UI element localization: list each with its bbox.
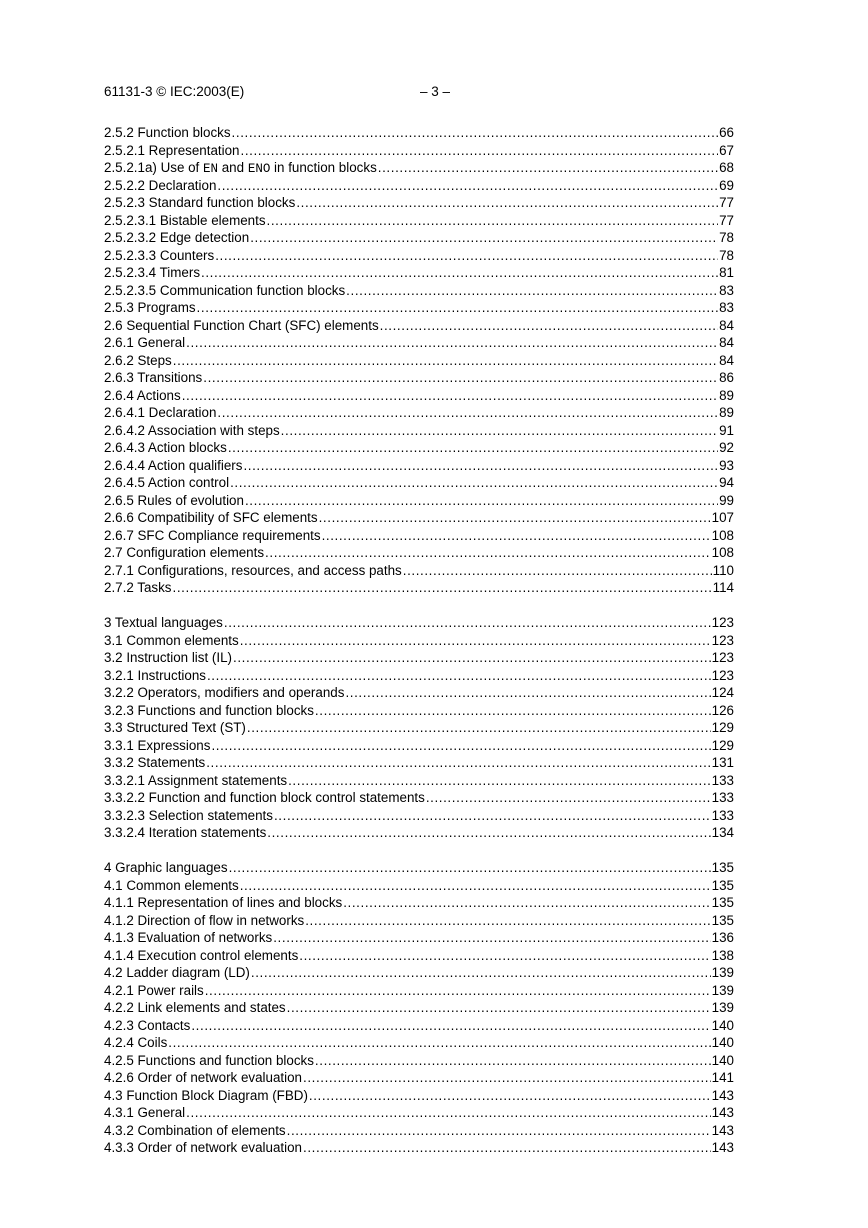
- code-keyword: EN: [203, 162, 219, 176]
- dot-leader: [343, 894, 710, 912]
- toc-entry-page: 126: [711, 702, 734, 718]
- toc-entry-page: 84: [719, 317, 734, 333]
- toc-entry-page: 81: [719, 265, 734, 280]
- dot-leader: [281, 422, 718, 440]
- dot-leader: [426, 789, 711, 807]
- toc-entry[interactable]: [104, 702, 734, 720]
- dot-leader: [207, 667, 711, 685]
- toc-entry-title: 4.2.3 Contacts: [104, 1017, 191, 1033]
- toc-entry-page: 134: [711, 825, 734, 840]
- page-number: – 3 –: [420, 84, 451, 99]
- dot-leader: [315, 1052, 711, 1070]
- toc-entry-page: 139: [711, 1000, 734, 1015]
- toc-entry-title: 3.3.2.1 Assignment statements: [104, 772, 288, 788]
- toc-entry[interactable]: [104, 719, 734, 737]
- toc-entry-title: 2.6.4 Actions: [104, 387, 181, 403]
- dot-leader: [309, 1087, 711, 1105]
- toc-entry[interactable]: [104, 1052, 734, 1070]
- toc-entry-title: 2.6.4.1 Declaration: [104, 405, 217, 420]
- toc-entry[interactable]: [104, 982, 734, 1000]
- toc-entry-title: 3.3 Structured Text (ST): [104, 720, 246, 735]
- dot-leader: [173, 352, 718, 370]
- toc-section-group: [104, 614, 734, 842]
- toc-entry[interactable]: [104, 509, 734, 527]
- dot-leader: [217, 404, 718, 422]
- dot-leader: [380, 317, 718, 335]
- document-identifier: 61131-3 © IEC:2003(E): [104, 84, 245, 99]
- toc-entry[interactable]: [104, 527, 734, 545]
- toc-entry-title: 4.2.2 Link elements and states: [104, 1000, 286, 1015]
- toc-entry-title: [104, 159, 377, 177]
- toc-entry-title: 4.2.1 Power rails: [104, 982, 204, 998]
- toc-entry-title: 2.6.7 SFC Compliance requirements: [104, 527, 321, 543]
- toc-entry-title: 2.6.4.4 Action qualifiers: [104, 457, 243, 473]
- toc-entry[interactable]: [104, 264, 734, 282]
- toc-entry-title: 2.5.2.3.1 Bistable elements: [104, 212, 266, 228]
- toc-entry-title: 2.6.2 Steps: [104, 352, 172, 368]
- toc-entry-title: 2.7.1 Configurations, resources, and access paths: [104, 562, 402, 578]
- toc-entry[interactable]: [104, 754, 734, 772]
- toc-entry-page: 69: [719, 177, 734, 193]
- dot-leader: [251, 964, 711, 982]
- toc-entry-page: 110: [712, 562, 734, 578]
- toc-entry[interactable]: [104, 159, 734, 177]
- toc-entry[interactable]: [104, 632, 734, 650]
- dot-leader: [305, 912, 710, 930]
- toc-entry-title: 4.1.3 Evaluation of networks: [104, 930, 273, 945]
- toc-entry[interactable]: [104, 387, 734, 405]
- toc-entry-title: 4.2.6 Order of network evaluation: [104, 1070, 302, 1085]
- toc-entry[interactable]: [104, 684, 734, 702]
- dot-leader: [206, 754, 710, 772]
- dot-leader: [296, 194, 718, 212]
- toc-entry-title: 2.5.2.3.3 Counters: [104, 247, 215, 263]
- toc-entry[interactable]: [104, 1104, 734, 1122]
- toc-entry-page: 135: [711, 860, 734, 875]
- toc-entry[interactable]: [104, 422, 734, 440]
- toc-entry-page: 91: [719, 422, 734, 438]
- dot-leader: [247, 719, 711, 737]
- toc-entry[interactable]: [104, 1069, 734, 1087]
- dot-leader: [322, 527, 711, 545]
- toc-entry-title: 2.5.2.3.5 Communication function blocks: [104, 282, 346, 298]
- toc-entry-title: 4.2 Ladder diagram (LD): [104, 965, 250, 980]
- table-of-contents: [104, 124, 734, 1157]
- toc-entry[interactable]: [104, 649, 734, 667]
- dot-leader: [182, 387, 718, 405]
- toc-entry-page: 123: [711, 650, 734, 665]
- dot-leader: [403, 562, 712, 580]
- toc-entry[interactable]: [104, 1122, 734, 1140]
- toc-entry[interactable]: [104, 474, 734, 492]
- toc-entry-title: 2.5.2.2 Declaration: [104, 177, 217, 193]
- toc-entry[interactable]: [104, 369, 734, 387]
- toc-entry-title: 2.7 Configuration elements: [104, 545, 265, 560]
- toc-entry-title: 4.1.4 Execution control elements: [104, 947, 299, 963]
- toc-entry-page: 133: [711, 790, 734, 805]
- toc-entry[interactable]: [104, 282, 734, 300]
- toc-entry-title: 4.2.4 Coils: [104, 1035, 168, 1050]
- toc-entry[interactable]: [104, 737, 734, 755]
- toc-entry-title: 2.6.3 Transitions: [104, 370, 203, 385]
- dot-leader: [243, 457, 718, 475]
- toc-entry-page: 108: [711, 545, 734, 560]
- page-header: [104, 84, 734, 102]
- dot-leader: [191, 1017, 710, 1035]
- dot-leader: [378, 159, 718, 177]
- dot-leader: [215, 247, 718, 265]
- toc-entry-title: 3.2.1 Instructions: [104, 667, 206, 683]
- toc-entry[interactable]: [104, 929, 734, 947]
- dot-leader: [168, 1034, 710, 1052]
- dot-leader: [229, 859, 711, 877]
- toc-entry-title: 4.1.2 Direction of flow in networks: [104, 912, 305, 928]
- toc-entry-page: 67: [719, 142, 734, 158]
- toc-entry-page: 143: [711, 1087, 734, 1103]
- dot-leader: [173, 579, 712, 597]
- dot-leader: [230, 474, 718, 492]
- toc-entry-title: 2.6.4.3 Action blocks: [104, 440, 227, 455]
- toc-entry-title: 4.2.5 Functions and function blocks: [104, 1052, 314, 1068]
- toc-entry-title: 3 Textual languages: [104, 615, 223, 630]
- toc-entry-title: 4.1 Common elements: [104, 877, 239, 893]
- dot-leader: [287, 999, 711, 1017]
- toc-entry[interactable]: [104, 562, 734, 580]
- dot-leader: [273, 929, 710, 947]
- toc-entry-title: 2.6.6 Compatibility of SFC elements: [104, 510, 318, 525]
- toc-entry-page: 140: [711, 1052, 734, 1068]
- toc-entry-title-part: and: [218, 160, 248, 175]
- toc-entry-title: 2.5.2.3 Standard function blocks: [104, 195, 296, 210]
- toc-entry-page: 141: [711, 1070, 734, 1085]
- toc-entry[interactable]: [104, 177, 734, 195]
- toc-entry[interactable]: [104, 317, 734, 335]
- toc-entry-title: 2.5.2.3.2 Edge detection: [104, 230, 250, 245]
- toc-entry[interactable]: [104, 789, 734, 807]
- dot-leader: [186, 334, 718, 352]
- toc-entry[interactable]: [104, 299, 734, 317]
- toc-entry-title: 2.6.4.2 Association with steps: [104, 422, 280, 438]
- toc-entry[interactable]: [104, 352, 734, 370]
- dot-leader: [224, 614, 711, 632]
- toc-entry-page: 83: [719, 300, 734, 315]
- toc-entry-page: 135: [711, 877, 734, 893]
- toc-entry-page: 133: [711, 807, 734, 823]
- toc-entry-page: 139: [711, 965, 734, 980]
- toc-entry-page: 135: [711, 912, 734, 928]
- toc-entry-page: 123: [711, 632, 734, 648]
- toc-entry-page: 86: [719, 370, 734, 385]
- toc-entry-page: 84: [719, 335, 734, 350]
- dot-leader: [217, 177, 718, 195]
- toc-entry[interactable]: [104, 544, 734, 562]
- toc-entry-page: 78: [719, 230, 734, 245]
- toc-entry[interactable]: [104, 772, 734, 790]
- toc-entry-page: 143: [711, 1122, 734, 1138]
- dot-leader: [197, 299, 719, 317]
- toc-entry-page: 124: [711, 685, 734, 700]
- toc-entry[interactable]: [104, 667, 734, 685]
- toc-entry-title: 2.6 Sequential Function Chart (SFC) elements: [104, 317, 379, 333]
- toc-entry-page: 68: [719, 160, 734, 175]
- dot-leader: [287, 1122, 711, 1140]
- toc-entry[interactable]: [104, 334, 734, 352]
- toc-entry-page: 123: [711, 615, 734, 630]
- toc-entry-title: 2.6.5 Rules of evolution: [104, 492, 244, 508]
- toc-entry[interactable]: [104, 457, 734, 475]
- dot-leader: [267, 212, 719, 230]
- toc-section-group: [104, 859, 734, 1157]
- dot-leader: [250, 229, 718, 247]
- toc-entry-title: 2.5.3 Programs: [104, 300, 196, 315]
- toc-entry-page: 129: [711, 737, 734, 753]
- toc-entry-page: 143: [711, 1105, 734, 1120]
- toc-entry-page: 84: [719, 352, 734, 368]
- toc-entry-title: 2.6.1 General: [104, 335, 186, 350]
- dot-leader: [205, 982, 711, 1000]
- toc-entry[interactable]: [104, 229, 734, 247]
- toc-entry-title: 3.3.2 Statements: [104, 755, 206, 770]
- toc-entry-page: 129: [711, 720, 734, 735]
- toc-entry-title: 3.3.2.3 Selection statements: [104, 807, 273, 823]
- toc-entry[interactable]: [104, 947, 734, 965]
- toc-entry-title: 2.5.2 Function blocks: [104, 125, 231, 140]
- toc-entry[interactable]: [104, 999, 734, 1017]
- toc-entry-page: 136: [711, 930, 734, 945]
- toc-entry-title: 3.3.1 Expressions: [104, 737, 211, 753]
- dot-leader: [241, 142, 719, 160]
- toc-entry[interactable]: [104, 877, 734, 895]
- dot-leader: [233, 649, 711, 667]
- dot-leader: [240, 632, 711, 650]
- toc-entry-page: 143: [711, 1140, 734, 1155]
- toc-entry[interactable]: [104, 194, 734, 212]
- toc-entry-title-part: in function blocks: [270, 160, 377, 175]
- toc-entry[interactable]: [104, 964, 734, 982]
- toc-entry[interactable]: [104, 212, 734, 230]
- toc-entry-title-part: 2.5.2.1a) Use of: [104, 160, 203, 175]
- toc-entry-page: 89: [719, 405, 734, 420]
- dot-leader: [240, 877, 711, 895]
- toc-entry[interactable]: [104, 1034, 734, 1052]
- toc-entry-page: 108: [711, 527, 734, 543]
- toc-entry-title: 2.5.2.1 Representation: [104, 142, 240, 158]
- toc-entry-page: 131: [711, 755, 734, 770]
- toc-entry[interactable]: [104, 404, 734, 422]
- toc-entry-title: 3.3.2.2 Function and function block control statements: [104, 790, 425, 805]
- toc-entry-title: 4.3 Function Block Diagram (FBD): [104, 1087, 308, 1103]
- toc-entry[interactable]: [104, 492, 734, 510]
- dot-leader: [265, 544, 711, 562]
- toc-entry[interactable]: [104, 859, 734, 877]
- toc-entry[interactable]: [104, 614, 734, 632]
- dot-leader: [303, 1139, 711, 1157]
- toc-entry-page: 114: [712, 580, 734, 595]
- toc-entry-page: 93: [719, 457, 734, 473]
- code-keyword: ENO: [247, 162, 271, 176]
- toc-entry-title: 3.3.2.4 Iteration statements: [104, 825, 267, 840]
- toc-entry[interactable]: [104, 124, 734, 142]
- toc-entry-page: 83: [719, 282, 734, 298]
- dot-leader: [228, 439, 718, 457]
- toc-entry[interactable]: [104, 1017, 734, 1035]
- toc-entry-title: 2.6.4.5 Action control: [104, 475, 230, 490]
- toc-entry[interactable]: [104, 1139, 734, 1157]
- toc-entry-page: 92: [719, 440, 734, 455]
- toc-entry-title: 4.1.1 Representation of lines and blocks: [104, 895, 343, 910]
- toc-entry-page: 99: [719, 492, 734, 508]
- toc-entry-page: 77: [719, 195, 734, 210]
- toc-entry-title: 4.3.1 General: [104, 1105, 186, 1120]
- toc-entry-title: 4.3.2 Combination of elements: [104, 1122, 286, 1138]
- toc-entry[interactable]: [104, 912, 734, 930]
- dot-leader: [315, 702, 711, 720]
- toc-entry-page: 66: [719, 125, 734, 140]
- dot-leader: [346, 282, 718, 300]
- dot-leader: [203, 369, 718, 387]
- toc-entry-title: 3.2.2 Operators, modifiers and operands: [104, 685, 345, 700]
- dot-leader: [232, 124, 719, 142]
- toc-entry-page: 94: [719, 475, 734, 490]
- dot-leader: [245, 492, 718, 510]
- toc-entry-title: 2.5.2.3.4 Timers: [104, 265, 201, 280]
- toc-entry-title: 4.3.3 Order of network evaluation: [104, 1140, 302, 1155]
- toc-entry-page: 123: [711, 667, 734, 683]
- dot-leader: [319, 509, 711, 527]
- toc-entry-page: 107: [711, 510, 734, 525]
- toc-entry-title: 3.2.3 Functions and function blocks: [104, 702, 314, 718]
- toc-entry-page: 133: [711, 772, 734, 788]
- dot-leader: [345, 684, 710, 702]
- toc-entry-page: 140: [711, 1017, 734, 1033]
- toc-entry-title: 2.7.2 Tasks: [104, 580, 172, 595]
- dot-leader: [303, 1069, 711, 1087]
- toc-entry-page: 135: [711, 895, 734, 910]
- toc-entry-title: 3.2 Instruction list (IL): [104, 650, 233, 665]
- toc-entry-page: 140: [711, 1035, 734, 1050]
- toc-entry-page: 78: [719, 247, 734, 263]
- dot-leader: [267, 824, 710, 842]
- dot-leader: [274, 807, 711, 825]
- toc-entry-page: 77: [719, 212, 734, 228]
- toc-entry-page: 89: [719, 387, 734, 403]
- toc-entry-page: 139: [711, 982, 734, 998]
- toc-entry-title: 4 Graphic languages: [104, 860, 228, 875]
- toc-entry[interactable]: [104, 824, 734, 842]
- dot-leader: [201, 264, 718, 282]
- toc-entry[interactable]: [104, 579, 734, 597]
- dot-leader: [288, 772, 711, 790]
- toc-entry[interactable]: [104, 142, 734, 160]
- toc-entry[interactable]: [104, 439, 734, 457]
- toc-entry[interactable]: [104, 1087, 734, 1105]
- toc-entry-page: 138: [711, 947, 734, 963]
- dot-leader: [186, 1104, 711, 1122]
- toc-entry[interactable]: [104, 247, 734, 265]
- dot-leader: [299, 947, 710, 965]
- toc-section-group: [104, 124, 734, 597]
- dot-leader: [211, 737, 710, 755]
- toc-entry[interactable]: [104, 807, 734, 825]
- toc-entry[interactable]: [104, 894, 734, 912]
- toc-entry-title: 3.1 Common elements: [104, 632, 239, 648]
